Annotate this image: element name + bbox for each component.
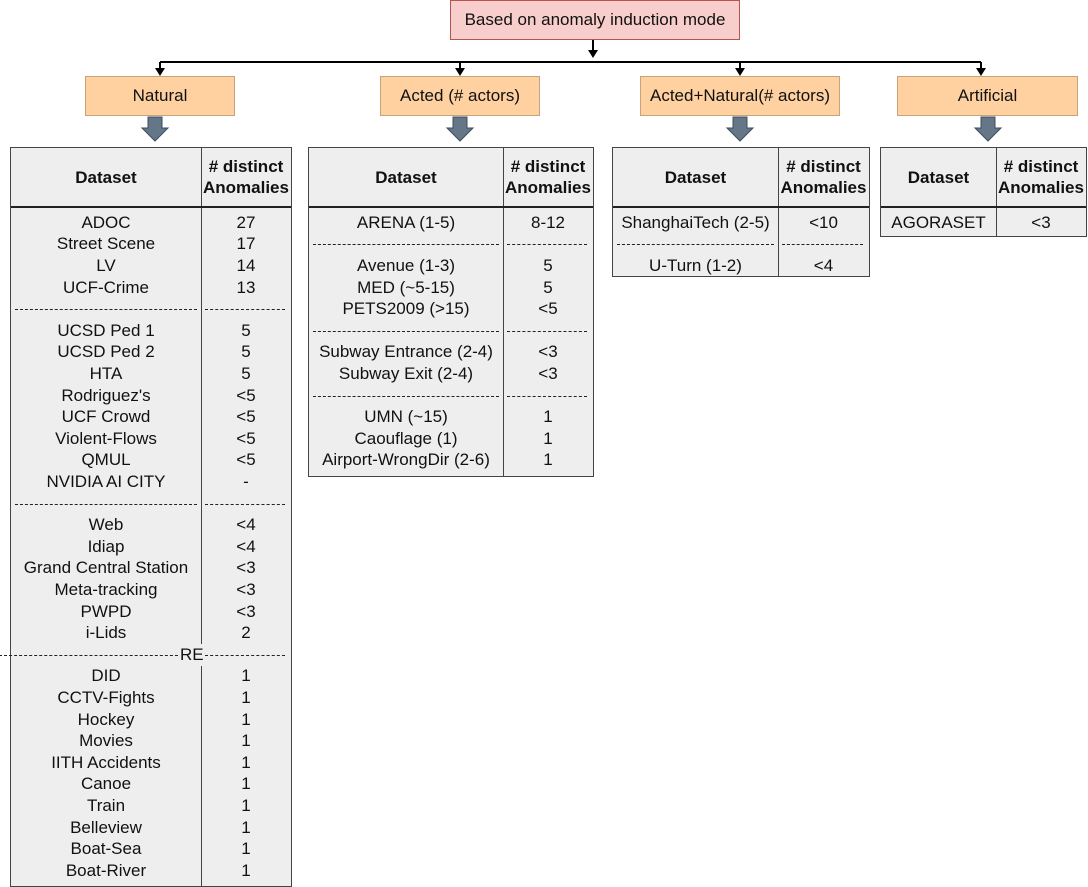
table-row bbox=[613, 212, 869, 234]
table-artificial bbox=[880, 147, 1087, 237]
dataset-name: UMN (~15) bbox=[364, 407, 448, 427]
anomaly-count: 1 bbox=[241, 817, 251, 837]
table-row bbox=[11, 234, 291, 256]
separator-dash bbox=[0, 655, 193, 656]
table-row bbox=[11, 212, 291, 234]
dataset-name: UCSD Ped 1 bbox=[57, 320, 155, 340]
anomaly-count: <10 bbox=[809, 212, 838, 232]
header-anomalies bbox=[201, 148, 291, 206]
down-arrow-icon-acted bbox=[447, 117, 473, 141]
down-arrow-icon-natural bbox=[142, 117, 168, 141]
category-acted bbox=[380, 76, 540, 116]
anomaly-count: <5 bbox=[236, 385, 256, 405]
anomaly-count: <3 bbox=[236, 579, 256, 599]
header-anomalies bbox=[503, 148, 593, 206]
dataset-name: PETS2009 (>15) bbox=[342, 299, 470, 319]
group-separator bbox=[309, 320, 593, 342]
table-row bbox=[11, 277, 291, 299]
dataset-name: MED (~5-15) bbox=[357, 277, 455, 297]
anomaly-count: 1 bbox=[241, 795, 251, 815]
dataset-name: HTA bbox=[89, 363, 123, 383]
anomaly-count: <4 bbox=[813, 255, 834, 275]
anomaly-count: 14 bbox=[236, 255, 256, 275]
anomaly-count: 1 bbox=[241, 687, 251, 707]
header-dataset: Dataset bbox=[75, 167, 137, 187]
separator-label: RE bbox=[180, 644, 204, 664]
anomaly-count: - bbox=[243, 471, 249, 491]
table-row bbox=[11, 579, 291, 601]
separator-dash bbox=[313, 244, 499, 245]
table-row bbox=[11, 774, 291, 796]
anomaly-count: 17 bbox=[236, 234, 256, 254]
arrowhead-natural bbox=[155, 68, 165, 76]
header-anomalies-line2: Anomalies bbox=[203, 178, 289, 197]
arrowhead-acted bbox=[455, 68, 465, 76]
header-dataset: Dataset bbox=[664, 167, 727, 187]
anomaly-count: <5 bbox=[538, 299, 558, 319]
table-row bbox=[11, 471, 291, 493]
group-separator bbox=[613, 234, 869, 256]
dataset-name: DID bbox=[91, 666, 121, 686]
table-row bbox=[11, 363, 291, 385]
dataset-name: Canoe bbox=[80, 774, 132, 794]
arrowhead-acted-natural bbox=[735, 68, 745, 76]
table-row bbox=[11, 752, 291, 774]
table-row bbox=[309, 450, 593, 472]
header-anomalies-line1: # distinct bbox=[208, 157, 284, 176]
header-anomalies-line2: Anomalies bbox=[505, 178, 591, 197]
category-label: Acted (# actors) bbox=[400, 86, 520, 105]
anomaly-count: <5 bbox=[236, 428, 256, 448]
dataset-name: Train bbox=[86, 795, 126, 815]
dataset-name: Boat-Sea bbox=[70, 839, 142, 859]
dataset-name: Avenue (1-3) bbox=[357, 255, 455, 275]
table-row bbox=[11, 514, 291, 536]
table-row bbox=[11, 320, 291, 342]
table-row bbox=[309, 406, 593, 428]
table-row bbox=[11, 558, 291, 580]
table-header bbox=[11, 148, 291, 208]
table-row bbox=[11, 730, 291, 752]
down-arrow-icon-artificial bbox=[975, 117, 1001, 141]
dataset-name: Meta-tracking bbox=[54, 579, 158, 599]
dataset-name: U-Turn (1-2) bbox=[649, 255, 742, 275]
separator-dash bbox=[205, 504, 285, 505]
dataset-name: Hockey bbox=[77, 709, 135, 729]
header-dataset: Dataset bbox=[375, 167, 437, 187]
down-arrow-icon-acted-natural bbox=[727, 117, 753, 141]
header-anomalies-line1: # distinct bbox=[786, 157, 861, 176]
dataset-name: UCF-Crime bbox=[63, 277, 149, 297]
table-row bbox=[309, 342, 593, 364]
anomaly-count: 5 bbox=[241, 363, 251, 383]
dataset-name: Belleview bbox=[70, 817, 142, 837]
dataset-name: Boat-River bbox=[65, 860, 147, 880]
dataset-name: Grand Central Station bbox=[23, 558, 189, 578]
table-natural bbox=[10, 147, 292, 887]
dataset-name: Rodriguez's bbox=[61, 385, 151, 405]
header-anomalies-line1: # distinct bbox=[1003, 157, 1079, 176]
anomaly-count: 1 bbox=[241, 839, 251, 859]
header-anomalies-line2: Anomalies bbox=[998, 178, 1084, 197]
dataset-name: IITH Accidents bbox=[51, 752, 161, 772]
table-header bbox=[613, 148, 869, 208]
group-separator bbox=[11, 644, 291, 666]
table-row bbox=[613, 255, 869, 277]
anomaly-count: 1 bbox=[543, 428, 553, 448]
anomaly-count: 1 bbox=[543, 450, 553, 470]
separator-dash bbox=[507, 244, 587, 245]
dataset-name: ARENA (1-5) bbox=[356, 212, 456, 232]
dataset-name: Caouflage (1) bbox=[354, 428, 458, 448]
table-row bbox=[309, 428, 593, 450]
arrowhead-artificial bbox=[976, 68, 986, 76]
anomaly-count: 1 bbox=[241, 860, 251, 880]
table-row bbox=[11, 860, 291, 882]
group-separator bbox=[309, 234, 593, 256]
anomaly-count: <4 bbox=[236, 515, 256, 535]
table-row bbox=[11, 666, 291, 688]
separator-dash bbox=[15, 309, 197, 310]
table-row bbox=[11, 342, 291, 364]
table-row bbox=[309, 212, 593, 234]
table-row bbox=[11, 385, 291, 407]
anomaly-count: 5 bbox=[241, 342, 251, 362]
anomaly-count: <4 bbox=[236, 536, 256, 556]
table-row bbox=[309, 298, 593, 320]
header-anomalies-line1: # distinct bbox=[510, 157, 586, 176]
anomaly-count: 1 bbox=[241, 666, 251, 686]
separator-dash bbox=[205, 309, 285, 310]
group-separator bbox=[11, 493, 291, 515]
dataset-name: PWPD bbox=[80, 601, 132, 621]
separator-dash bbox=[313, 396, 499, 397]
anomaly-count: 1 bbox=[241, 709, 251, 729]
table-row bbox=[11, 838, 291, 860]
anomaly-count: 5 bbox=[543, 277, 553, 297]
anomaly-count: <3 bbox=[1031, 212, 1051, 232]
anomaly-count: 1 bbox=[543, 407, 553, 427]
table-row bbox=[309, 255, 593, 277]
table-row bbox=[11, 622, 291, 644]
dataset-name: AGORASET bbox=[891, 212, 986, 232]
table-row bbox=[881, 212, 1086, 234]
table-acted bbox=[308, 147, 594, 477]
header-anomalies bbox=[996, 148, 1086, 206]
anomaly-count: <3 bbox=[538, 363, 558, 383]
category-natural bbox=[85, 76, 235, 116]
dataset-name: NVIDIA AI CITY bbox=[46, 471, 166, 491]
table-acted-natural bbox=[612, 147, 870, 277]
anomaly-count: 5 bbox=[543, 255, 553, 275]
anomaly-count: 5 bbox=[241, 320, 251, 340]
anomaly-count: <3 bbox=[236, 601, 256, 621]
dataset-name: Movies bbox=[79, 731, 133, 751]
dataset-name: Idiap bbox=[87, 536, 125, 556]
anomaly-count: 27 bbox=[236, 212, 256, 232]
dataset-name: Street Scene bbox=[56, 234, 156, 254]
table-row bbox=[11, 601, 291, 623]
anomaly-count: 1 bbox=[241, 752, 251, 772]
table-row bbox=[11, 428, 291, 450]
root-arrowhead bbox=[588, 50, 598, 58]
header-anomalies bbox=[778, 148, 869, 206]
category-acted-natural bbox=[640, 76, 840, 116]
root-label: Based on anomaly induction mode bbox=[464, 10, 726, 29]
dataset-name: Violent-Flows bbox=[55, 428, 157, 448]
separator-dash bbox=[507, 331, 587, 332]
separator-dash bbox=[15, 504, 197, 505]
anomaly-count: 8-12 bbox=[530, 212, 566, 232]
anomaly-count: <3 bbox=[538, 342, 558, 362]
anomaly-count: <3 bbox=[236, 558, 256, 578]
table-row bbox=[11, 406, 291, 428]
dataset-name: Web bbox=[88, 515, 124, 535]
dataset-name: Subway Exit (2-4) bbox=[338, 363, 474, 383]
dataset-name: ADOC bbox=[81, 212, 131, 232]
dataset-name: QMUL bbox=[81, 450, 131, 470]
table-header bbox=[881, 148, 1086, 208]
anomaly-count: 2 bbox=[241, 623, 251, 643]
category-label: Acted+Natural(# actors) bbox=[650, 86, 830, 105]
table-row bbox=[11, 817, 291, 839]
separator-dash bbox=[617, 244, 774, 245]
group-separator bbox=[11, 298, 291, 320]
dataset-name: UCSD Ped 2 bbox=[57, 342, 155, 362]
separator-dash bbox=[782, 244, 863, 245]
separator-dash bbox=[507, 396, 587, 397]
header-anomalies-line2: Anomalies bbox=[780, 178, 867, 197]
anomaly-count: <5 bbox=[236, 450, 256, 470]
category-artificial bbox=[897, 76, 1078, 116]
anomaly-count: 13 bbox=[236, 277, 256, 297]
dataset-name: UCF Crowd bbox=[61, 407, 151, 427]
dataset-name: Subway Entrance (2-4) bbox=[319, 342, 493, 362]
category-label: Artificial bbox=[957, 86, 1018, 105]
dataset-name: CCTV-Fights bbox=[57, 687, 155, 707]
category-label: Natural bbox=[132, 86, 188, 105]
anomaly-count: <5 bbox=[236, 407, 256, 427]
separator-dash bbox=[313, 331, 499, 332]
dataset-name: Airport-WrongDir (2-6) bbox=[322, 450, 490, 470]
table-row bbox=[309, 277, 593, 299]
header-dataset: Dataset bbox=[907, 167, 970, 187]
table-row bbox=[11, 687, 291, 709]
table-row bbox=[11, 450, 291, 472]
table-row bbox=[309, 363, 593, 385]
anomaly-count: 1 bbox=[241, 774, 251, 794]
anomaly-count: 1 bbox=[241, 731, 251, 751]
group-separator bbox=[309, 385, 593, 407]
dataset-name: i-Lids bbox=[85, 623, 127, 643]
table-row bbox=[11, 795, 291, 817]
table-row bbox=[11, 536, 291, 558]
dataset-name: ShanghaiTech (2-5) bbox=[621, 212, 770, 232]
dataset-name: LV bbox=[96, 255, 116, 275]
table-row bbox=[11, 709, 291, 731]
table-row bbox=[11, 255, 291, 277]
root-node bbox=[450, 0, 740, 40]
table-header bbox=[309, 148, 593, 208]
separator-dash bbox=[205, 655, 285, 656]
